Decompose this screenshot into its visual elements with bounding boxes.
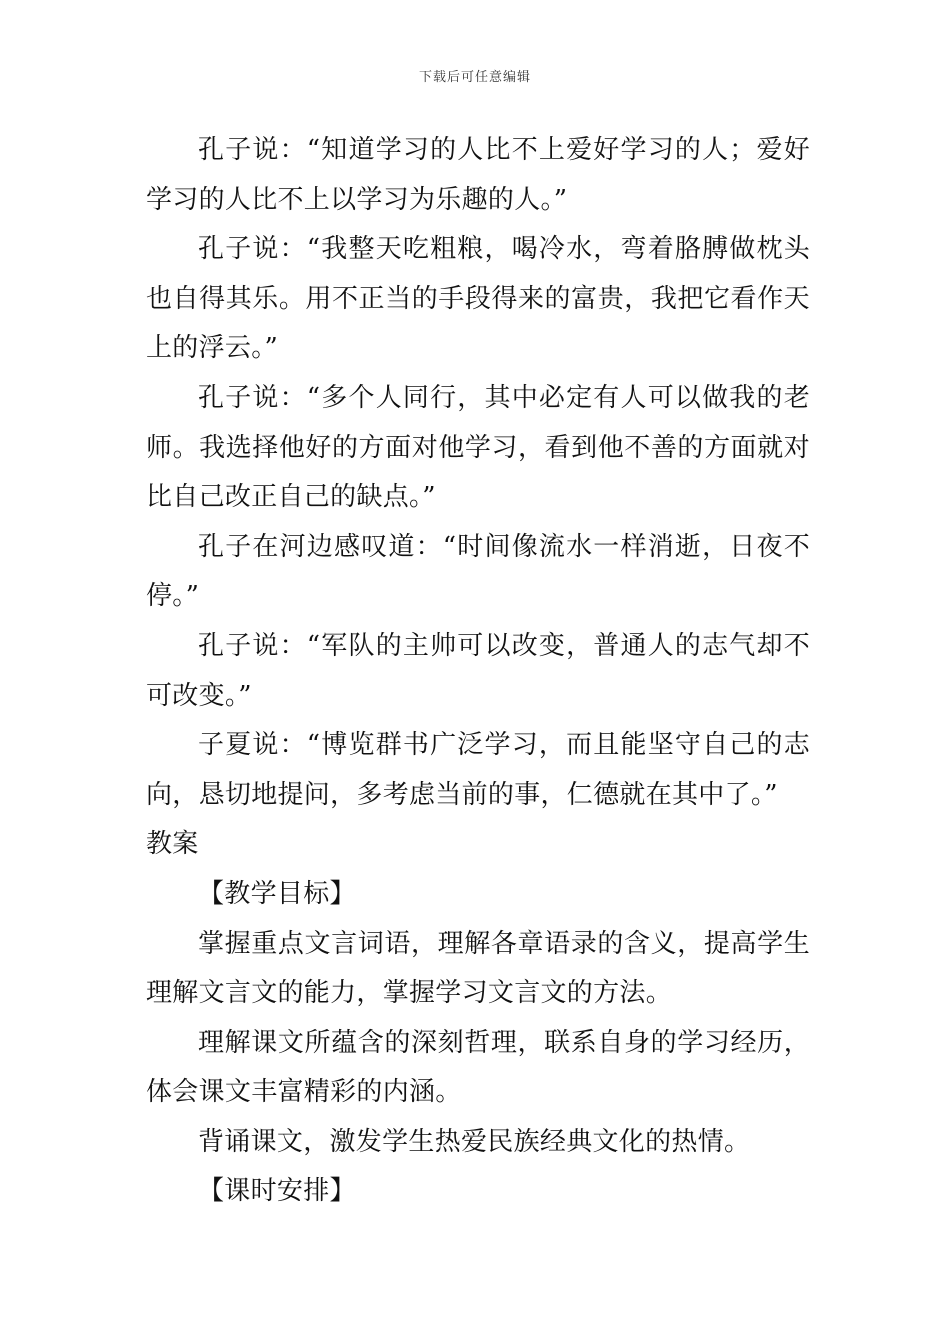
document-body bbox=[146, 126, 810, 1217]
paragraph-quote-5: 孔子说：“军队的主帅可以改变，普通人的志气却不可改变。” bbox=[146, 630, 810, 711]
section-label: 教案 bbox=[146, 829, 199, 860]
paragraph-quote-2: 孔子说：“我整天吃粗粮，喝冷水，弯着胳膊做枕头也自得其乐。用不正当的手段得来的富贵，我把它看作天上的浮云。” bbox=[146, 234, 810, 364]
paragraph-quote-3: 孔子说：“多个人同行，其中必定有人可以做我的老师。我选择他好的方面对他学习，看到他不善的方面就对比自己改正自己的缺点。” bbox=[146, 382, 810, 513]
goal-item-3: 背诵课文，激发学生热爱民族经典文化的热情。 bbox=[198, 1126, 751, 1157]
goal-item-1: 掌握重点文言词语，理解各章语录的含义，提高学生理解文言文的能力，掌握学习文言文的方法。 bbox=[146, 928, 810, 1009]
goals-heading: 【教学目标】 bbox=[198, 878, 356, 909]
page-header: 下载后可任意编辑 bbox=[418, 70, 531, 85]
paragraph-quote-1: 孔子说：“知道学习的人比不上爱好学习的人；爱好学习的人比不上以学习为乐趣的人。” bbox=[146, 135, 810, 215]
paragraph-quote-6: 子夏说：“博览群书广泛学习，而且能坚守自己的志向，恳切地提问，多考虑当前的事，仁德就在其中了。” bbox=[146, 730, 810, 810]
goal-item-2: 理解课文所蕴含的深刻哲理，联系自身的学习经历，体会课文丰富精彩的内涵。 bbox=[146, 1027, 810, 1108]
paragraph-quote-4: 孔子在河边感叹道：“时间像流水一样消逝，日夜不停。” bbox=[146, 531, 810, 612]
schedule-heading: 【课时安排】 bbox=[198, 1176, 356, 1207]
